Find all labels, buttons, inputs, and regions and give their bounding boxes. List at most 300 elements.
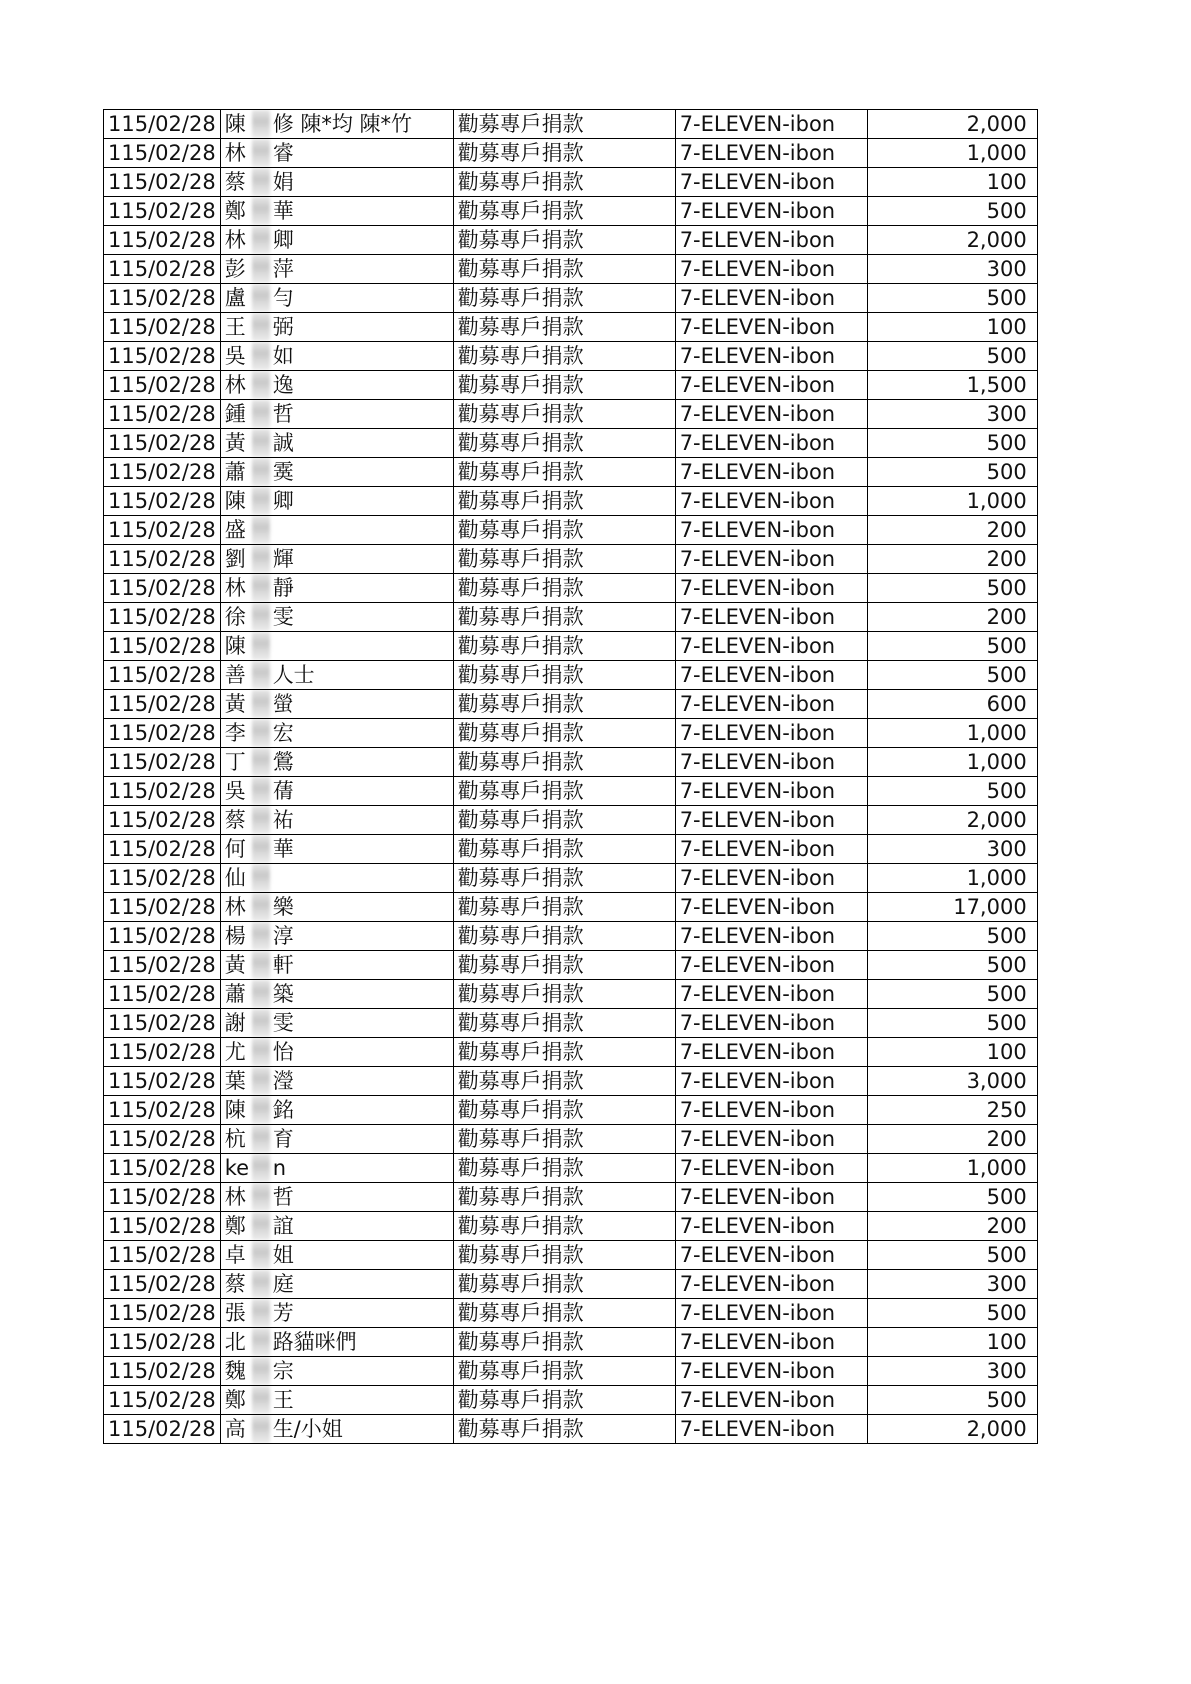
date-cell: 115/02/28 (104, 516, 221, 545)
table-row (104, 864, 1038, 893)
date-cell: 115/02/28 (104, 574, 221, 603)
donation-type-cell: 勸募專戶捐款 (453, 1096, 675, 1125)
donor-name-cell (220, 110, 453, 139)
payment-channel-cell: 7-ELEVEN-ibon (675, 806, 867, 835)
table-row (104, 748, 1038, 777)
amount-cell: 300 (867, 400, 1037, 429)
date-cell: 115/02/28 (104, 1038, 221, 1067)
privacy-blur-mask (252, 893, 270, 921)
donor-name-first: 蕭 (224, 460, 246, 484)
donation-type-cell: 勸募專戶捐款 (453, 661, 675, 690)
date-cell: 115/02/28 (104, 429, 221, 458)
table-row (104, 545, 1038, 574)
donor-name-first: 黃 (224, 953, 246, 977)
table-row (104, 1386, 1038, 1415)
date-cell: 115/02/28 (104, 893, 221, 922)
donor-name-first: 陳 (224, 112, 246, 136)
privacy-blur-mask (252, 545, 270, 573)
table-row (104, 690, 1038, 719)
donor-name-cell (220, 1241, 453, 1270)
amount-cell: 200 (867, 1212, 1037, 1241)
privacy-blur-mask (252, 1299, 270, 1327)
donor-name-rest: 雯 (272, 1011, 294, 1035)
donation-type-cell: 勸募專戶捐款 (453, 197, 675, 226)
donor-name-rest: 螢 (272, 692, 294, 716)
donation-type-cell: 勸募專戶捐款 (453, 922, 675, 951)
table-row (104, 806, 1038, 835)
donation-type-cell: 勸募專戶捐款 (453, 226, 675, 255)
donation-type-cell: 勸募專戶捐款 (453, 1357, 675, 1386)
payment-channel-cell: 7-ELEVEN-ibon (675, 1299, 867, 1328)
table-row (104, 719, 1038, 748)
table-row (104, 1096, 1038, 1125)
donor-name-first: 善 (224, 663, 246, 687)
payment-channel-cell: 7-ELEVEN-ibon (675, 487, 867, 516)
amount-cell: 1,000 (867, 139, 1037, 168)
donor-name-cell (220, 893, 453, 922)
donor-name-first: 卓 (224, 1243, 246, 1267)
privacy-blur-mask (252, 284, 270, 312)
date-cell: 115/02/28 (104, 719, 221, 748)
amount-cell: 500 (867, 777, 1037, 806)
donor-name-cell (220, 719, 453, 748)
amount-cell: 1,000 (867, 719, 1037, 748)
table-row (104, 1299, 1038, 1328)
amount-cell: 500 (867, 197, 1037, 226)
amount-cell: 300 (867, 1270, 1037, 1299)
donor-name-cell (220, 1328, 453, 1357)
donation-table-body (104, 110, 1038, 1444)
donor-name-first: 陳 (224, 634, 246, 658)
amount-cell: 500 (867, 980, 1037, 1009)
donor-name-cell (220, 255, 453, 284)
donation-type-cell: 勸募專戶捐款 (453, 980, 675, 1009)
date-cell: 115/02/28 (104, 139, 221, 168)
donor-name-first: 王 (224, 315, 246, 339)
amount-cell: 500 (867, 951, 1037, 980)
amount-cell: 500 (867, 661, 1037, 690)
amount-cell: 500 (867, 1183, 1037, 1212)
privacy-blur-mask (252, 139, 270, 167)
donor-name-rest: 庭 (272, 1272, 294, 1296)
donor-name-rest: 怡 (272, 1040, 294, 1064)
privacy-blur-mask (252, 1386, 270, 1414)
table-row (104, 835, 1038, 864)
donor-name-cell (220, 603, 453, 632)
payment-channel-cell: 7-ELEVEN-ibon (675, 400, 867, 429)
date-cell: 115/02/28 (104, 1328, 221, 1357)
donor-name-first: 魏 (224, 1359, 246, 1383)
privacy-blur-mask (252, 806, 270, 834)
donor-name-first: 北 (224, 1330, 246, 1354)
donation-type-cell: 勸募專戶捐款 (453, 110, 675, 139)
donor-name-rest: 萍 (272, 257, 294, 281)
donation-type-cell: 勸募專戶捐款 (453, 690, 675, 719)
amount-cell: 500 (867, 1241, 1037, 1270)
donation-type-cell: 勸募專戶捐款 (453, 371, 675, 400)
donor-name-rest: 鶯 (272, 750, 294, 774)
table-row (104, 1241, 1038, 1270)
date-cell: 115/02/28 (104, 951, 221, 980)
payment-channel-cell: 7-ELEVEN-ibon (675, 226, 867, 255)
donor-name-cell (220, 284, 453, 313)
amount-cell: 2,000 (867, 1415, 1037, 1444)
amount-cell: 500 (867, 284, 1037, 313)
privacy-blur-mask (252, 603, 270, 631)
donation-type-cell: 勸募專戶捐款 (453, 951, 675, 980)
table-row (104, 1038, 1038, 1067)
table-row (104, 168, 1038, 197)
donation-table (103, 109, 1038, 1444)
table-row (104, 1183, 1038, 1212)
date-cell: 115/02/28 (104, 313, 221, 342)
donor-name-rest: 逸 (272, 373, 294, 397)
donor-name-cell (220, 516, 453, 545)
donor-name-cell (220, 835, 453, 864)
date-cell: 115/02/28 (104, 661, 221, 690)
payment-channel-cell: 7-ELEVEN-ibon (675, 864, 867, 893)
date-cell: 115/02/28 (104, 1183, 221, 1212)
donor-name-first: 蔡 (224, 1272, 246, 1296)
payment-channel-cell: 7-ELEVEN-ibon (675, 1125, 867, 1154)
donor-name-rest: 宗 (272, 1359, 294, 1383)
amount-cell: 200 (867, 516, 1037, 545)
amount-cell: 500 (867, 1299, 1037, 1328)
donation-type-cell: 勸募專戶捐款 (453, 458, 675, 487)
payment-channel-cell: 7-ELEVEN-ibon (675, 690, 867, 719)
table-row (104, 1154, 1038, 1183)
privacy-blur-mask (252, 458, 270, 486)
amount-cell: 500 (867, 632, 1037, 661)
table-row (104, 313, 1038, 342)
donor-name-first: 謝 (224, 1011, 246, 1035)
donor-name-first: 林 (224, 141, 246, 165)
donor-name-first: ke (224, 1156, 250, 1180)
donor-name-rest: 華 (272, 199, 294, 223)
privacy-blur-mask (252, 1009, 270, 1037)
date-cell: 115/02/28 (104, 284, 221, 313)
table-row (104, 1357, 1038, 1386)
donor-name-cell (220, 1009, 453, 1038)
date-cell: 115/02/28 (104, 632, 221, 661)
privacy-blur-mask (252, 516, 270, 544)
date-cell: 115/02/28 (104, 690, 221, 719)
table-row (104, 632, 1038, 661)
date-cell: 115/02/28 (104, 980, 221, 1009)
table-row (104, 487, 1038, 516)
donor-name-rest: 霙 (272, 460, 294, 484)
payment-channel-cell: 7-ELEVEN-ibon (675, 574, 867, 603)
donor-name-rest: 銘 (272, 1098, 294, 1122)
privacy-blur-mask (252, 980, 270, 1008)
donor-name-first: 鄭 (224, 1388, 246, 1412)
payment-channel-cell: 7-ELEVEN-ibon (675, 371, 867, 400)
payment-channel-cell: 7-ELEVEN-ibon (675, 1009, 867, 1038)
donor-name-first: 高 (224, 1417, 246, 1441)
donor-name-cell (220, 806, 453, 835)
donor-name-cell (220, 400, 453, 429)
amount-cell: 200 (867, 545, 1037, 574)
privacy-blur-mask (252, 632, 270, 660)
table-row (104, 1067, 1038, 1096)
donor-name-first: 楊 (224, 924, 246, 948)
donor-name-rest: 輝 (272, 547, 294, 571)
donation-type-cell: 勸募專戶捐款 (453, 1415, 675, 1444)
table-row (104, 139, 1038, 168)
donation-type-cell: 勸募專戶捐款 (453, 1038, 675, 1067)
date-cell: 115/02/28 (104, 1096, 221, 1125)
donor-name-rest: 祐 (272, 808, 294, 832)
privacy-blur-mask (252, 226, 270, 254)
table-row (104, 661, 1038, 690)
donor-name-cell (220, 487, 453, 516)
payment-channel-cell: 7-ELEVEN-ibon (675, 1386, 867, 1415)
donation-type-cell: 勸募專戶捐款 (453, 1270, 675, 1299)
donation-type-cell: 勸募專戶捐款 (453, 1386, 675, 1415)
donor-name-first: 鄭 (224, 1214, 246, 1238)
amount-cell: 500 (867, 1386, 1037, 1415)
date-cell: 115/02/28 (104, 1241, 221, 1270)
table-row (104, 1125, 1038, 1154)
donor-name-cell (220, 342, 453, 371)
amount-cell: 100 (867, 1038, 1037, 1067)
donor-name-first: 李 (224, 721, 246, 745)
donor-name-cell (220, 1386, 453, 1415)
amount-cell: 2,000 (867, 226, 1037, 255)
date-cell: 115/02/28 (104, 1009, 221, 1038)
donation-type-cell: 勸募專戶捐款 (453, 719, 675, 748)
amount-cell: 250 (867, 1096, 1037, 1125)
amount-cell: 17,000 (867, 893, 1037, 922)
payment-channel-cell: 7-ELEVEN-ibon (675, 545, 867, 574)
table-row (104, 197, 1038, 226)
amount-cell: 500 (867, 574, 1037, 603)
donation-type-cell: 勸募專戶捐款 (453, 284, 675, 313)
date-cell: 115/02/28 (104, 1357, 221, 1386)
payment-channel-cell: 7-ELEVEN-ibon (675, 603, 867, 632)
privacy-blur-mask (252, 400, 270, 428)
donor-name-rest: 人士 (272, 663, 315, 687)
donation-type-cell: 勸募專戶捐款 (453, 516, 675, 545)
payment-channel-cell: 7-ELEVEN-ibon (675, 719, 867, 748)
donor-name-cell (220, 1067, 453, 1096)
donor-name-rest: 淳 (272, 924, 294, 948)
table-row (104, 777, 1038, 806)
amount-cell: 500 (867, 342, 1037, 371)
date-cell: 115/02/28 (104, 603, 221, 632)
donor-name-rest: 弼 (272, 315, 294, 339)
date-cell: 115/02/28 (104, 255, 221, 284)
donor-name-rest: 靜 (272, 576, 294, 600)
donor-name-cell (220, 1415, 453, 1444)
donor-name-rest: 瀅 (272, 1069, 294, 1093)
table-row (104, 255, 1038, 284)
donor-name-rest: 芳 (272, 1301, 294, 1325)
donor-name-first: 林 (224, 228, 246, 252)
donor-name-first: 徐 (224, 605, 246, 629)
date-cell: 115/02/28 (104, 226, 221, 255)
donor-name-rest: 修 陳*均 陳*竹 (272, 112, 413, 136)
donor-name-first: 盛 (224, 518, 246, 542)
donor-name-first: 林 (224, 576, 246, 600)
donation-type-cell: 勸募專戶捐款 (453, 342, 675, 371)
donor-name-first: 鍾 (224, 402, 246, 426)
donor-name-rest: 卿 (272, 489, 294, 513)
privacy-blur-mask (252, 777, 270, 805)
table-row (104, 574, 1038, 603)
privacy-blur-mask (252, 1212, 270, 1240)
donor-name-cell (220, 226, 453, 255)
privacy-blur-mask (252, 110, 270, 138)
payment-channel-cell: 7-ELEVEN-ibon (675, 1183, 867, 1212)
donor-name-first: 林 (224, 373, 246, 397)
date-cell: 115/02/28 (104, 835, 221, 864)
donation-type-cell: 勸募專戶捐款 (453, 1241, 675, 1270)
donation-type-cell: 勸募專戶捐款 (453, 1212, 675, 1241)
donor-name-first: 蔡 (224, 170, 246, 194)
donor-name-first: 吳 (224, 344, 246, 368)
amount-cell: 100 (867, 313, 1037, 342)
donor-name-first: 尤 (224, 1040, 246, 1064)
donor-name-first: 吳 (224, 779, 246, 803)
donation-type-cell: 勸募專戶捐款 (453, 1328, 675, 1357)
donor-name-first: 彭 (224, 257, 246, 281)
donor-name-first: 盧 (224, 286, 246, 310)
donor-name-cell (220, 1154, 453, 1183)
donation-type-cell: 勸募專戶捐款 (453, 835, 675, 864)
donor-name-cell (220, 574, 453, 603)
donation-type-cell: 勸募專戶捐款 (453, 1125, 675, 1154)
donor-name-cell (220, 458, 453, 487)
amount-cell: 500 (867, 429, 1037, 458)
donor-name-cell (220, 1038, 453, 1067)
payment-channel-cell: 7-ELEVEN-ibon (675, 429, 867, 458)
table-row (104, 1212, 1038, 1241)
payment-channel-cell: 7-ELEVEN-ibon (675, 835, 867, 864)
donor-name-cell (220, 429, 453, 458)
donation-type-cell: 勸募專戶捐款 (453, 139, 675, 168)
donor-name-first: 林 (224, 895, 246, 919)
date-cell: 115/02/28 (104, 1299, 221, 1328)
donor-name-cell (220, 313, 453, 342)
donor-name-rest: 築 (272, 982, 294, 1006)
donor-name-first: 劉 (224, 547, 246, 571)
donor-name-rest: 卿 (272, 228, 294, 252)
date-cell: 115/02/28 (104, 400, 221, 429)
privacy-blur-mask (252, 168, 270, 196)
privacy-blur-mask (252, 864, 270, 892)
date-cell: 115/02/28 (104, 197, 221, 226)
donor-name-rest: 如 (272, 344, 294, 368)
privacy-blur-mask (252, 574, 270, 602)
donor-name-first: 黃 (224, 692, 246, 716)
donor-name-rest: 路貓咪們 (272, 1330, 357, 1354)
donor-name-rest: 哲 (272, 1185, 294, 1209)
donation-type-cell: 勸募專戶捐款 (453, 1183, 675, 1212)
donor-name-cell (220, 197, 453, 226)
payment-channel-cell: 7-ELEVEN-ibon (675, 922, 867, 951)
privacy-blur-mask (252, 835, 270, 863)
donation-type-cell: 勸募專戶捐款 (453, 893, 675, 922)
table-row (104, 400, 1038, 429)
table-row (104, 516, 1038, 545)
payment-channel-cell: 7-ELEVEN-ibon (675, 632, 867, 661)
privacy-blur-mask (252, 661, 270, 689)
payment-channel-cell: 7-ELEVEN-ibon (675, 1328, 867, 1357)
date-cell: 115/02/28 (104, 806, 221, 835)
date-cell: 115/02/28 (104, 748, 221, 777)
donation-type-cell: 勸募專戶捐款 (453, 545, 675, 574)
donor-name-cell (220, 690, 453, 719)
date-cell: 115/02/28 (104, 458, 221, 487)
payment-channel-cell: 7-ELEVEN-ibon (675, 284, 867, 313)
amount-cell: 1,000 (867, 864, 1037, 893)
donor-name-cell (220, 951, 453, 980)
privacy-blur-mask (252, 951, 270, 979)
payment-channel-cell: 7-ELEVEN-ibon (675, 1415, 867, 1444)
donor-name-first: 林 (224, 1185, 246, 1209)
privacy-blur-mask (252, 1096, 270, 1124)
date-cell: 115/02/28 (104, 545, 221, 574)
payment-channel-cell: 7-ELEVEN-ibon (675, 951, 867, 980)
donor-name-first: 陳 (224, 1098, 246, 1122)
date-cell: 115/02/28 (104, 1270, 221, 1299)
donor-name-cell (220, 661, 453, 690)
date-cell: 115/02/28 (104, 1212, 221, 1241)
donor-name-first: 仙 (224, 866, 246, 890)
payment-channel-cell: 7-ELEVEN-ibon (675, 980, 867, 1009)
privacy-blur-mask (252, 371, 270, 399)
privacy-blur-mask (252, 342, 270, 370)
donation-type-cell: 勸募專戶捐款 (453, 168, 675, 197)
table-row (104, 458, 1038, 487)
amount-cell: 2,000 (867, 110, 1037, 139)
date-cell: 115/02/28 (104, 1415, 221, 1444)
privacy-blur-mask (252, 1270, 270, 1298)
donor-name-cell (220, 632, 453, 661)
privacy-blur-mask (252, 719, 270, 747)
amount-cell: 600 (867, 690, 1037, 719)
donor-name-first: 黃 (224, 431, 246, 455)
donor-name-cell (220, 545, 453, 574)
donor-name-first: 陳 (224, 489, 246, 513)
date-cell: 115/02/28 (104, 922, 221, 951)
donor-name-rest: 育 (272, 1127, 294, 1151)
table-row (104, 893, 1038, 922)
amount-cell: 100 (867, 1328, 1037, 1357)
table-row (104, 110, 1038, 139)
donor-name-rest: 勻 (272, 286, 294, 310)
donor-name-cell (220, 371, 453, 400)
donation-type-cell: 勸募專戶捐款 (453, 1009, 675, 1038)
privacy-blur-mask (252, 1357, 270, 1385)
amount-cell: 2,000 (867, 806, 1037, 835)
payment-channel-cell: 7-ELEVEN-ibon (675, 1270, 867, 1299)
amount-cell: 1,000 (867, 748, 1037, 777)
donor-name-rest: 睿 (272, 141, 294, 165)
amount-cell: 200 (867, 1125, 1037, 1154)
payment-channel-cell: 7-ELEVEN-ibon (675, 110, 867, 139)
payment-channel-cell: 7-ELEVEN-ibon (675, 458, 867, 487)
table-row (104, 922, 1038, 951)
amount-cell: 300 (867, 1357, 1037, 1386)
donor-name-rest: 華 (272, 837, 294, 861)
payment-channel-cell: 7-ELEVEN-ibon (675, 168, 867, 197)
donation-type-cell: 勸募專戶捐款 (453, 429, 675, 458)
payment-channel-cell: 7-ELEVEN-ibon (675, 1038, 867, 1067)
table-row (104, 1415, 1038, 1444)
donation-type-cell: 勸募專戶捐款 (453, 1067, 675, 1096)
